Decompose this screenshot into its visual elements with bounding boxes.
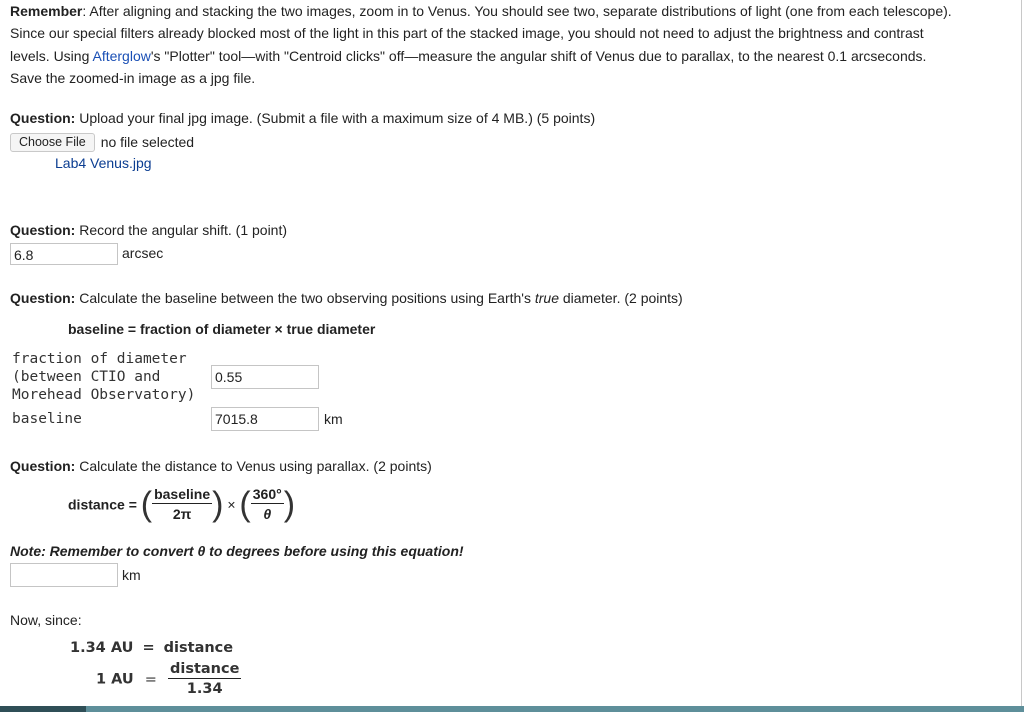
distance-input[interactable]	[10, 563, 118, 587]
paren-close: )	[283, 485, 296, 524]
question-label: Question:	[10, 290, 76, 306]
au-equation-2	[96, 660, 241, 699]
fraction-label-line-1: fraction of diameter	[12, 351, 187, 367]
question-text: Calculate the distance to Venus using parallax. (2 points)	[75, 458, 432, 474]
intro-line-3-pre: levels. Using	[10, 47, 93, 64]
file-upload-row	[10, 132, 194, 152]
paren-open: (	[140, 485, 153, 524]
question-text-pre: Calculate the baseline between the two observing positions using Earth's	[75, 290, 535, 306]
fraction-baseline-den: 2π	[172, 506, 192, 522]
fraction-angle-num: 360°	[252, 486, 282, 502]
fraction-input[interactable]: 0.55	[211, 365, 319, 389]
question-text: Record the angular shift. (1 point)	[75, 222, 288, 238]
file-status: no file selected	[100, 134, 195, 150]
question-label: Question:	[10, 458, 76, 474]
fraction-label	[12, 350, 195, 404]
au-eq2-lhs: 1 AU	[96, 671, 134, 688]
afterglow-link[interactable]: Afterglow	[92, 47, 151, 64]
question-text-em: true	[534, 290, 559, 306]
au-equation-1	[70, 640, 233, 656]
distance-unit: km	[122, 567, 141, 583]
bottom-scrollbar-thumb[interactable]	[0, 706, 86, 712]
intro-line-4: Save the zoomed-in image as a jpg file.	[10, 69, 256, 86]
fraction-label-line-2: (between CTIO and	[12, 369, 161, 385]
question-upload	[10, 110, 595, 126]
au-eq1-equals: =	[142, 640, 155, 656]
baseline-label: baseline	[12, 411, 82, 427]
question-text: Upload your final jpg image. (Submit a file with a maximum size of 4 MB.) (5 points)	[75, 110, 596, 126]
intro-line-2: Since our special filters already blocked most of the light in this part of the stacked image, you should not need to adjust the brightness and contrast	[10, 25, 924, 42]
distance-formula	[68, 485, 295, 524]
arcsec-unit: arcsec	[122, 245, 164, 261]
question-label: Question:	[10, 110, 76, 126]
intro-paragraph	[10, 0, 1010, 89]
au-eq1-rhs: distance	[163, 640, 234, 656]
convert-note: Note: Remember to convert θ to degrees before using this equation!	[10, 543, 464, 559]
remember-label: Remember	[10, 3, 83, 19]
bottom-scrollbar[interactable]	[0, 706, 1024, 712]
times-sign: ×	[227, 496, 236, 513]
question-angular-shift	[10, 222, 287, 238]
question-text-post: diameter. (2 points)	[558, 290, 683, 306]
au-eq2-num: distance	[169, 661, 240, 677]
fraction-angle-den: θ	[263, 506, 272, 522]
distance-lhs: distance =	[68, 496, 137, 513]
baseline-unit: km	[324, 411, 343, 427]
au-eq2-den: 1.34	[186, 681, 223, 697]
paren-close: )	[212, 485, 224, 524]
fraction-baseline	[152, 485, 212, 524]
intro-line-1: : After aligning and stacking the two images, zoom in to Venus. You should see two, separate distributions of light (one from each telescope).	[82, 3, 952, 19]
au-eq2-fraction	[168, 660, 241, 699]
choose-file-button[interactable]: Choose File	[10, 133, 95, 152]
question-label: Question:	[10, 222, 76, 238]
uploaded-file-link[interactable]: Lab4 Venus.jpg	[55, 155, 152, 171]
baseline-input[interactable]: 7015.8	[211, 407, 319, 431]
fraction-label-line-3: Morehead Observatory)	[12, 387, 196, 403]
paren-open: (	[239, 485, 251, 524]
question-distance	[10, 458, 432, 474]
question-baseline	[10, 290, 683, 306]
fraction-angle	[251, 485, 284, 524]
right-border	[1021, 0, 1022, 712]
intro-line-3-post: 's "Plotter" tool—with "Centroid clicks" off—measure the angular shift of Venus due to parallax, to the nearest 0.1 arcseconds.	[150, 47, 927, 64]
au-eq2-equals: =	[144, 671, 157, 688]
au-eq1-lhs: 1.34 AU	[70, 640, 134, 656]
baseline-formula: baseline = fraction of diameter × true diameter	[68, 321, 376, 337]
fraction-baseline-num: baseline	[154, 486, 211, 502]
angular-shift-input[interactable]: 6.8	[10, 243, 118, 265]
now-since-text: Now, since:	[10, 612, 82, 628]
